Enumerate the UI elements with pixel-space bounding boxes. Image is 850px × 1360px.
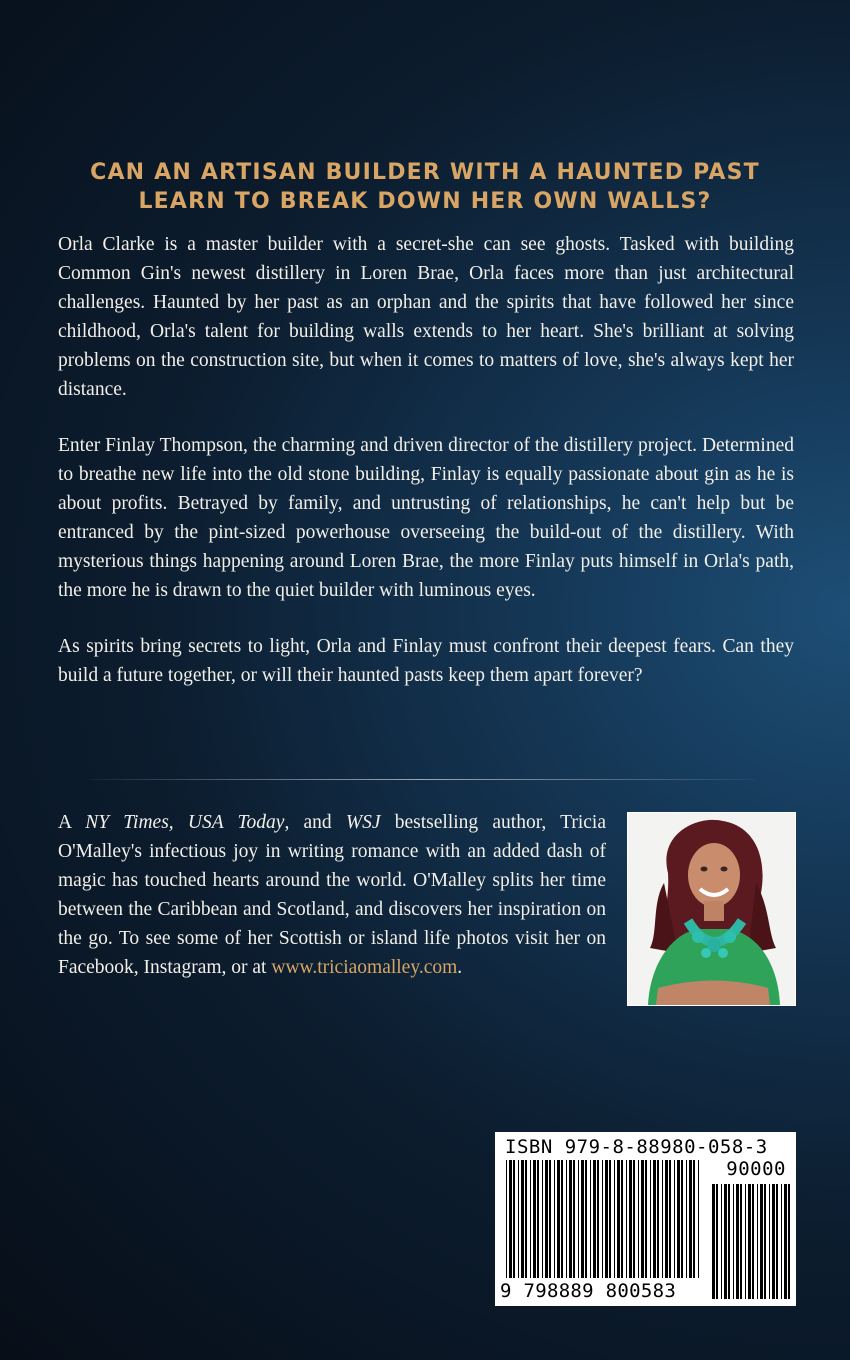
barcode-bar	[590, 1160, 591, 1278]
bio-text: bestselling author, Tricia O'Malley's infectious joy in writing romance with an added dash of magic has touched hearts around the world. O'Malley splits her time between the Caribbean and Scotland, and discovers her inspiration on the go. To see some of her Scottish or island life photos visit her on Facebook, Instagram, or at	[58, 812, 606, 978]
barcode-bar	[626, 1160, 627, 1278]
barcode-bar	[689, 1160, 692, 1278]
barcode-bar	[776, 1184, 778, 1299]
barcode-bar	[617, 1160, 620, 1278]
blurb-paragraph: Enter Finlay Thompson, the charming and driven director of the distillery project. Determined to breathe new life into the old stone building, Finlay is equally passionate about gin as he is about profits. Betrayed by family, and untrusting of relationships, he can't help but be entranced by the pint-sized powerhouse overseeing the build-out of the distillery. With mysterious things happening around Loren Brae, the more Finlay puts himself in Orla's path, the more he is drawn to the quiet builder with luminous eyes.	[58, 435, 794, 601]
barcode-bar	[585, 1160, 587, 1278]
barcode-bar	[549, 1160, 551, 1278]
barcode-bar	[736, 1184, 739, 1299]
blurb-paragraph: Orla Clarke is a master builder with a secret-she can see ghosts. Tasked with building Common Gin's newest distillery in Loren Brae, Orla faces more than just architectural challenges. Haunted by her past as an orphan and the spirits that have followed her since childhood, Orla's talent for building walls extends to her heart. She's brilliant at solving problems on the construction site, but when it comes to matters of love, she's always kept her distance.	[58, 234, 794, 400]
tagline-line-2: LEARN TO BREAK DOWN HER OWN WALLS?	[138, 189, 712, 214]
barcode-bar	[645, 1160, 647, 1278]
barcode-bar	[593, 1160, 596, 1278]
barcode-bar	[712, 1184, 715, 1299]
barcode-bar	[686, 1160, 687, 1278]
barcode-bar	[537, 1160, 539, 1278]
barcode-bar	[633, 1160, 635, 1278]
barcode-bar	[573, 1160, 575, 1278]
barcode-bar	[752, 1184, 754, 1299]
barcode-bar	[716, 1184, 718, 1299]
author-website-link[interactable]: www.triciaomalley.com	[271, 957, 458, 978]
barcode-bar	[597, 1160, 599, 1278]
barcode-bar	[641, 1160, 644, 1278]
bio-publication-nyt-usa: NY Times, USA Today	[85, 812, 285, 833]
barcode-bar	[745, 1184, 746, 1299]
barcode-bar	[669, 1160, 671, 1278]
barcode-bar	[757, 1184, 758, 1299]
barcode-bar	[674, 1160, 675, 1278]
barcode-bar	[698, 1160, 699, 1278]
barcode-bar	[566, 1160, 567, 1278]
blurb-paragraph: As spirits bring secrets to light, Orla and Finlay must confront their deepest fears. Can they build a future together, or will their haunted pasts keep them apart forever?	[58, 636, 794, 686]
barcode-bar	[561, 1160, 563, 1278]
barcode-bar	[653, 1160, 656, 1278]
barcode-bar	[665, 1160, 668, 1278]
barcode-bar	[509, 1160, 512, 1278]
barcode-bar	[764, 1184, 766, 1299]
barcode-bar	[525, 1160, 527, 1278]
barcode-bar	[638, 1160, 639, 1278]
barcode-bar	[788, 1184, 790, 1299]
barcode-bar	[506, 1160, 507, 1278]
barcode-bar	[530, 1160, 531, 1278]
bio-text: , and	[284, 812, 346, 833]
barcode-bar	[629, 1160, 632, 1278]
price-code: 90000	[726, 1158, 786, 1180]
barcode-bar	[578, 1160, 579, 1278]
barcode-bar	[693, 1160, 695, 1278]
bio-text: A	[58, 812, 86, 833]
barcode-bar	[657, 1160, 659, 1278]
ean-digits: 9 798889 800583	[500, 1280, 677, 1302]
isbn-label: ISBN 979-8-88980-058-3	[505, 1136, 768, 1158]
barcode-bar	[681, 1160, 683, 1278]
barcode-bar	[605, 1160, 608, 1278]
barcode-bar	[518, 1160, 519, 1278]
barcode-bar	[677, 1160, 680, 1278]
barcode-bar	[557, 1160, 560, 1278]
barcode-bar	[533, 1160, 536, 1278]
barcode-bar	[724, 1184, 727, 1299]
tagline-line-1: CAN AN ARTISAN BUILDER WITH A HAUNTED PAST	[90, 160, 760, 185]
barcode-bar	[602, 1160, 603, 1278]
barcode-bar	[728, 1184, 730, 1299]
barcode-bar	[740, 1184, 742, 1299]
barcode-bar	[650, 1160, 651, 1278]
barcode-bar	[733, 1184, 734, 1299]
barcode-bar	[621, 1160, 623, 1278]
barcode-bar	[760, 1184, 763, 1299]
barcode-bar	[662, 1160, 663, 1278]
barcode-bar	[769, 1184, 770, 1299]
barcode-bar	[614, 1160, 615, 1278]
barcode-bar	[748, 1184, 751, 1299]
barcode-bar	[569, 1160, 572, 1278]
barcode-bar	[781, 1184, 782, 1299]
barcode-bar	[721, 1184, 722, 1299]
barcode-bar	[542, 1160, 543, 1278]
bio-publication-wsj: WSJ	[345, 812, 381, 833]
barcode-bar	[521, 1160, 524, 1278]
bio-text: .	[457, 957, 463, 978]
barcode-bar	[772, 1184, 775, 1299]
barcode-bar	[554, 1160, 555, 1278]
barcode-bar	[545, 1160, 548, 1278]
barcode-bar	[513, 1160, 515, 1278]
barcode-bar	[784, 1184, 787, 1299]
barcode-bar	[609, 1160, 611, 1278]
barcode-bar	[581, 1160, 584, 1278]
